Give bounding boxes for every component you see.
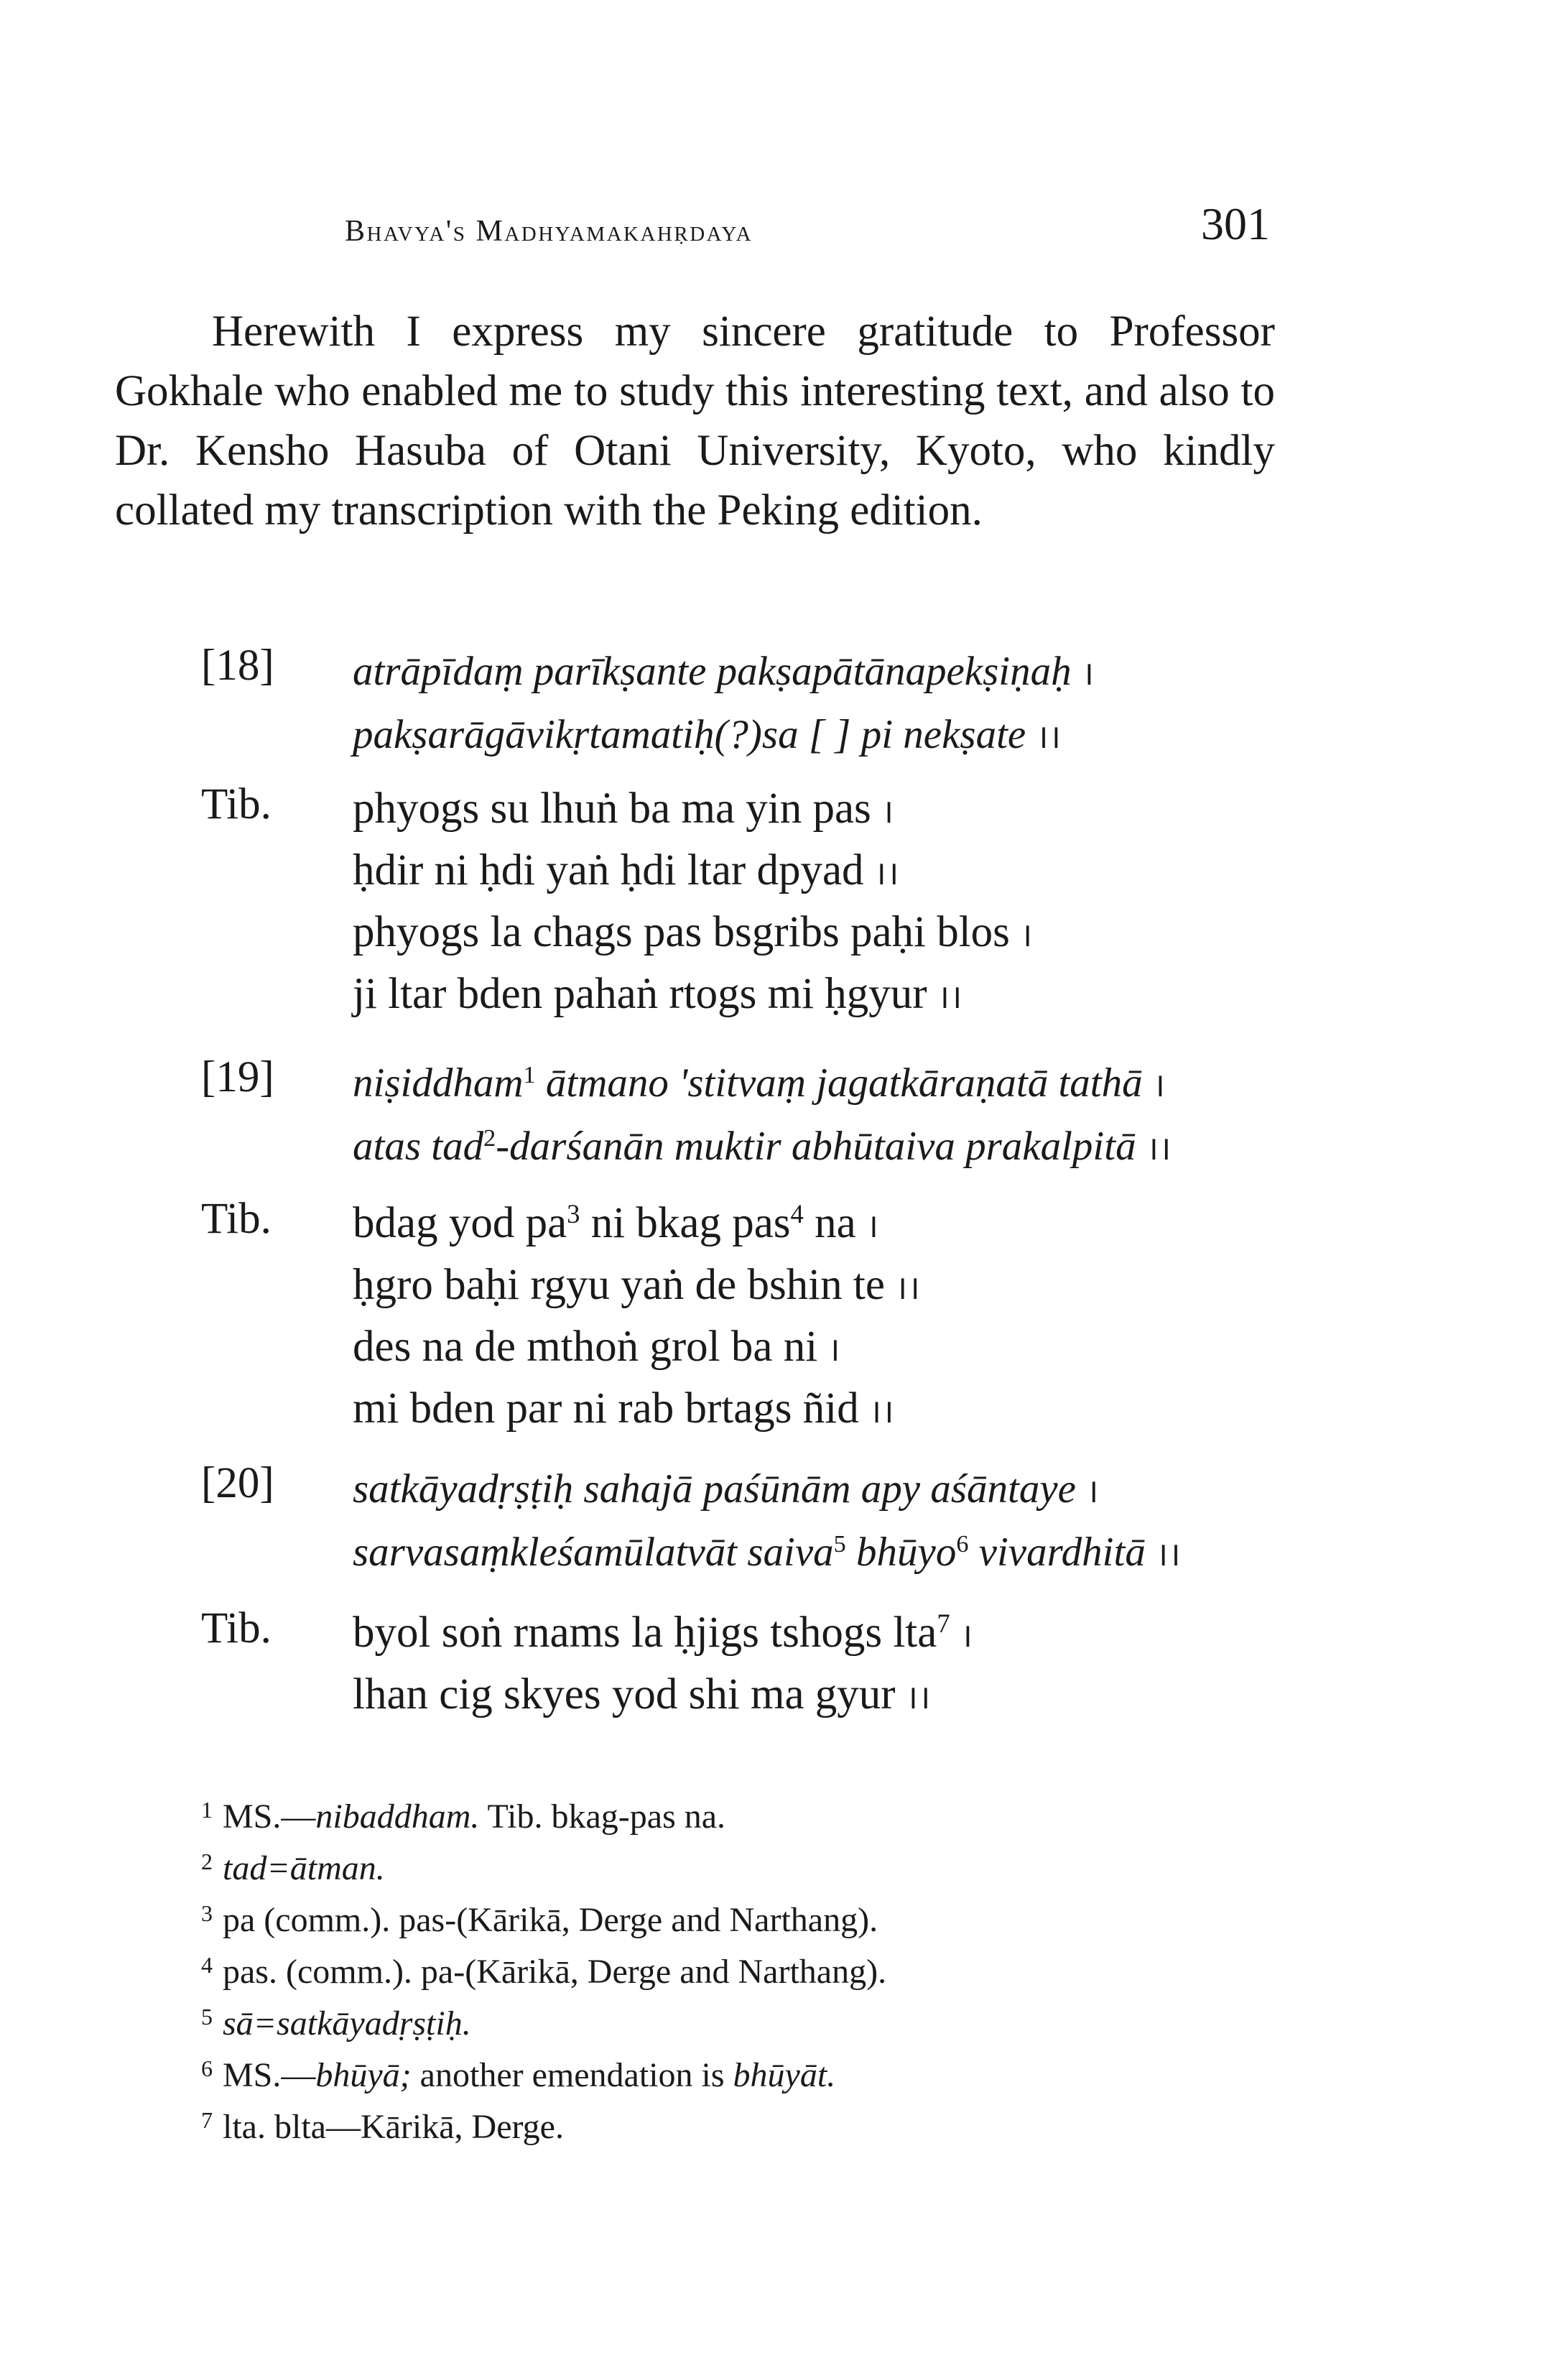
footnotes (201, 1787, 1279, 2150)
verse-line: satkāyadṛṣṭiḥ sahajā paśūnām apy aśāntaye । (353, 1466, 1099, 1512)
footnote: $^7$ lta. blta—Kārikā, Derge. (201, 2107, 564, 2146)
verse-line: atas tad$^2$-darśanān muktir abhūtaiva prakalpitā ।। (353, 1124, 1172, 1169)
tibetan-line: byol soṅ rnams la ḥjigs tshogs lta$^7$ । (353, 1608, 973, 1657)
footnote: $^6$ MS.—bhūyā; another emendation is bhūyāt. (201, 2055, 836, 2094)
verse-line: sarvasaṃkleśamūlatvāt saiva$^5$ bhūyo$^6$ vivardhitā ।। (353, 1530, 1181, 1575)
footnote: $^2$ tad=ātman. (201, 1849, 385, 1887)
tibetan-label: Tib. (201, 780, 272, 828)
verse-label: [18] (201, 642, 274, 690)
verse-label: [20] (201, 1459, 274, 1507)
tibetan-line: bdag yod $pa^3$ ni bkag pas$^4$ na । (353, 1198, 879, 1247)
footnote-ref: 7 (937, 1608, 950, 1638)
verse-line: niṣiddham$^1$ ātmano 'stitvaṃ jagatkāraṇatā tathā । (353, 1060, 1166, 1106)
tibetan-line: des na de mthoṅ grol ba ni । (353, 1323, 840, 1371)
footnote: $^1$ MS.—nibaddham. Tib. bkag-pas na. (201, 1797, 726, 1836)
footnote-ref: 2 (483, 1125, 496, 1152)
footnote: $^4$ pas. (comm.). pa-(Kārikā, Derge and Narthang). (201, 1952, 887, 1991)
tibetan-line: lhan cig skyes yod shi ma gyur ।। (353, 1670, 931, 1718)
footnote: $^5$ sā=satkāyadṛṣṭiḥ. (201, 2004, 471, 2042)
tibetan-line: ḥdir ni ḥdi yaṅ ḥdi ltar dpyad ।। (353, 846, 899, 894)
footnote-ref: 1 (523, 1062, 536, 1089)
page-number: 301 (1201, 198, 1270, 249)
intro-paragraph: Herewith I express my sincere gratitude to Professor Gokhale who enabled me to study this interesting text, and also to Dr. Kensho Hasuba of Otani University, Kyoto, who kindly collated my transcription with the Peking edition. (115, 307, 1275, 535)
tibetan-label: Tib. (201, 1604, 272, 1652)
tibetan-line: phyogs su lhuṅ ba ma yin pas । (353, 785, 894, 833)
footnote-ref: 6 (956, 1531, 969, 1558)
verse-line: atrāpīdaṃ parīkṣante pakṣapātānapekṣiṇaḥ । (353, 649, 1095, 694)
tibetan-line: ḥgro baḥi rgyu yaṅ de bshin te ।। (353, 1261, 920, 1309)
footnote-ref: 4 (790, 1198, 804, 1229)
verse-line: pakṣarāgāvikṛtamatiḥ(?)sa [ ] pi nekṣate ।। (353, 712, 1062, 757)
running-title: Bhavya's Madhyamakahṛdaya (345, 215, 753, 248)
verse-label: [19] (201, 1053, 274, 1101)
footnote-ref: 5 (833, 1531, 846, 1558)
tibetan-line: mi bden par ni rab brtags ñid ।। (353, 1384, 894, 1433)
footnote-ref: 3 (567, 1198, 580, 1229)
tibetan-label: Tib. (201, 1195, 272, 1243)
tibetan-line: phyogs la chags pas bsgribs paḥi blos । (353, 908, 1033, 956)
tibetan-line: ji ltar bden pahaṅ rtogs mi ḥgyur ।। (353, 970, 962, 1018)
footnote: $^3$ pa (comm.). pas-(Kārikā, Derge and Narthang). (201, 1900, 878, 1939)
